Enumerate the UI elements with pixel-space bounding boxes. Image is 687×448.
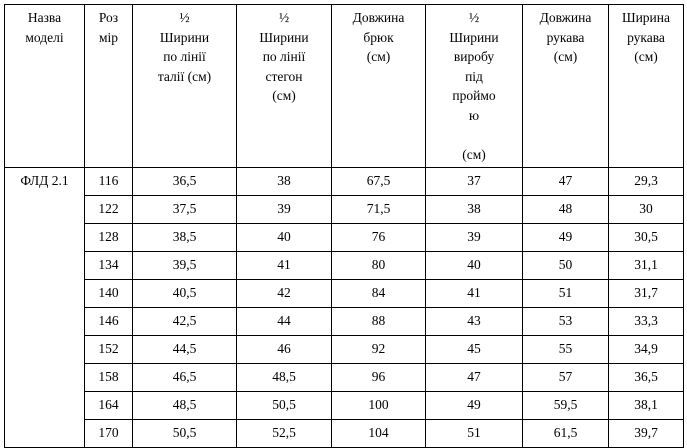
table-cell: 37 [426,167,523,195]
table-cell: 59,5 [523,391,609,419]
table-cell: 47 [523,167,609,195]
column-header-6 [523,5,609,168]
table-cell: 30,5 [609,223,684,251]
column-header-line: рукава [546,29,585,45]
table-cell: 37,5 [133,195,237,223]
column-header-line: (см) [272,88,296,104]
table-row [5,335,684,363]
column-header-line: рукава [627,29,665,45]
table-row [5,167,684,195]
table-row [5,251,684,279]
column-header-line: під [465,68,483,84]
table-cell: 42 [237,279,332,307]
table-cell: 134 [85,251,133,279]
table-cell: 44 [237,307,332,335]
table-cell: 36,5 [609,363,684,391]
column-header-line: проймо [452,88,496,104]
column-header-line: Ширини [159,29,210,45]
table-cell: 39 [237,195,332,223]
table-cell: 38 [426,195,523,223]
column-header-line: по лінії [163,49,206,65]
column-header-line: ю [468,107,480,123]
column-header-0 [5,5,85,168]
table-cell: 61,5 [523,419,609,447]
table-cell: 104 [332,419,426,447]
table-cell: 158 [85,363,133,391]
table-cell: 116 [85,167,133,195]
table-cell: 49 [523,223,609,251]
table-cell: 29,3 [609,167,684,195]
size-spec-table [4,4,684,448]
table-row [5,279,684,307]
table-cell: 71,5 [332,195,426,223]
table-cell: 50,5 [237,391,332,419]
column-header-line: по лінії [262,49,306,65]
table-cell: 45 [426,335,523,363]
table-row [5,223,684,251]
column-header-line: Довжина [539,10,592,25]
table-cell: 76 [332,223,426,251]
table-cell: 92 [332,335,426,363]
table-cell: 34,9 [609,335,684,363]
table-row [5,307,684,335]
table-cell: 170 [85,419,133,447]
table-row [5,195,684,223]
table-cell: 51 [523,279,609,307]
table-cell: 42,5 [133,307,237,335]
column-header-line: виробу [453,49,495,65]
table-cell: 164 [85,391,133,419]
table-cell: 40 [426,251,523,279]
table-cell: 30 [609,195,684,223]
table-cell: 53 [523,307,609,335]
table-cell: 36,5 [133,167,237,195]
table-cell: 88 [332,307,426,335]
table-cell: 33,3 [609,307,684,335]
column-header-3 [237,5,332,168]
table-cell: 39,7 [609,419,684,447]
table-row [5,419,684,447]
column-header-line: стегон [265,68,303,84]
table-cell: 41 [426,279,523,307]
column-header-line: (см) [553,49,578,65]
table-cell: 47 [426,363,523,391]
column-header-line: брюк [363,29,394,45]
table-cell: 80 [332,251,426,279]
table-cell: 50,5 [133,419,237,447]
column-header-line: (см) [462,146,486,162]
table-header [5,5,684,168]
table-cell: 40,5 [133,279,237,307]
table-row [5,391,684,419]
column-header-line: моделі [25,29,64,45]
column-header-line: ½ [278,10,290,25]
table-cell: 31,1 [609,251,684,279]
column-header-4 [332,5,426,168]
table-cell: 38,1 [609,391,684,419]
model-name-cell: ФЛД 2.1 [5,167,85,447]
table-cell: 51 [426,419,523,447]
table-cell: 31,7 [609,279,684,307]
column-header-5 [426,5,523,168]
column-header-line: Довжина [352,10,405,25]
table-cell: 55 [523,335,609,363]
table-cell: 152 [85,335,133,363]
table-cell: 50 [523,251,609,279]
column-header-7 [609,5,684,168]
table-row [5,363,684,391]
table-cell: 40 [237,223,332,251]
column-header-line: Ширини [259,29,309,45]
table-cell: 49 [426,391,523,419]
table-cell: 46,5 [133,363,237,391]
table-cell: 100 [332,391,426,419]
table-cell: 122 [85,195,133,223]
table-cell: 128 [85,223,133,251]
column-header-line: ½ [179,10,190,25]
table-cell: 48,5 [237,363,332,391]
header-row [5,5,684,168]
table-cell: 57 [523,363,609,391]
table-cell: 67,5 [332,167,426,195]
table-body [5,167,684,447]
column-header-line: мір [98,29,119,45]
document-page [0,4,687,440]
table-cell: 48,5 [133,391,237,419]
table-cell: 84 [332,279,426,307]
column-header-line: Назва [27,10,62,25]
table-cell: 39,5 [133,251,237,279]
table-cell: 48 [523,195,609,223]
column-header-line: талії (см) [157,68,212,84]
column-header-line: Ширини [449,29,499,45]
column-header-1 [85,5,133,168]
table-cell: 146 [85,307,133,335]
table-cell: 46 [237,335,332,363]
table-cell: 96 [332,363,426,391]
table-cell: 52,5 [237,419,332,447]
column-header-line: ½ [468,10,480,25]
table-cell: 44,5 [133,335,237,363]
column-header-line: (см) [634,49,658,65]
table-cell: 41 [237,251,332,279]
column-header-line: (см) [366,49,391,65]
table-cell: 43 [426,307,523,335]
table-cell: 39 [426,223,523,251]
column-header-line [428,125,520,145]
table-cell: 140 [85,279,133,307]
table-cell: 38,5 [133,223,237,251]
column-header-line: Роз [98,10,119,25]
column-header-2 [133,5,237,168]
table-cell: 38 [237,167,332,195]
column-header-line: Ширина [621,10,671,25]
